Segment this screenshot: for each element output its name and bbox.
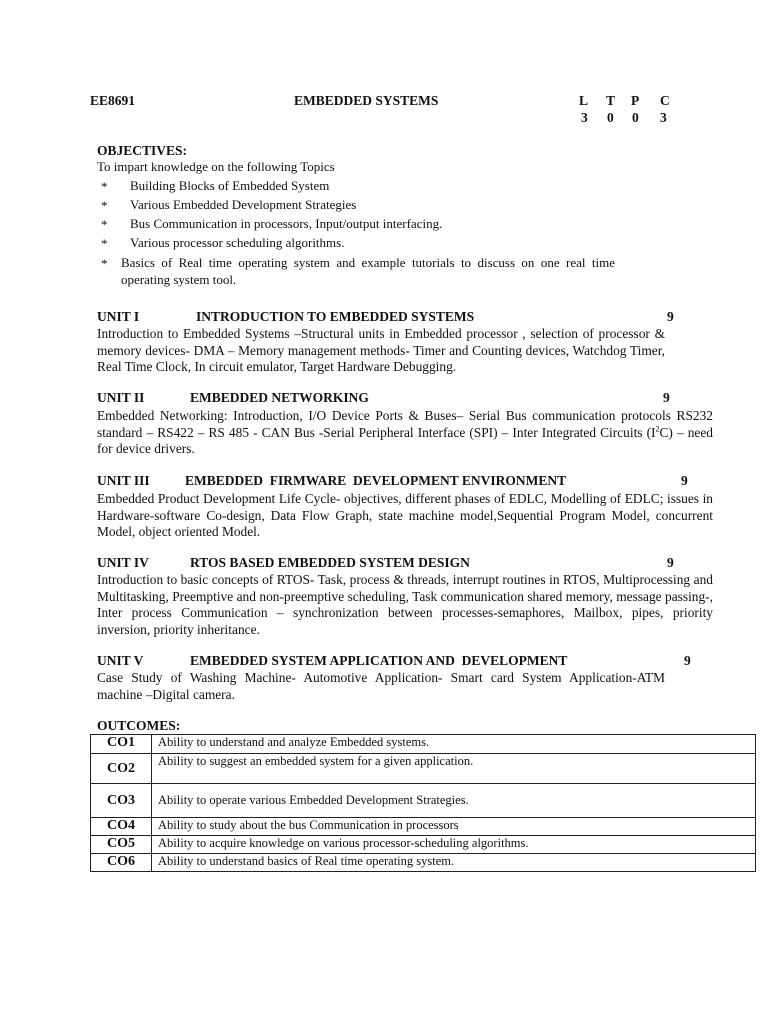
unit-label: UNIT I <box>97 309 140 324</box>
ltpc-value-p: 0 <box>632 110 639 125</box>
unit-body-text: C) – need for device drivers. <box>97 424 713 456</box>
ltpc-label-c: C <box>660 93 670 108</box>
table-row <box>91 854 756 872</box>
bullet-icon: * <box>101 179 108 194</box>
outcome-code: CO3 <box>91 784 152 818</box>
bullet-icon: * <box>101 256 108 271</box>
table-row <box>91 735 756 754</box>
unit-label: UNIT IV <box>97 555 149 570</box>
bullet-icon: * <box>101 236 108 251</box>
bullet-icon: * <box>101 217 108 232</box>
outcomes-table <box>90 734 756 872</box>
ltpc-label-p: P <box>631 93 640 108</box>
unit-title: EMBEDDED SYSTEM APPLICATION AND DEVELOPMENT <box>190 653 568 668</box>
unit-hours: 9 <box>667 555 674 570</box>
unit-title: EMBEDDED FIRMWARE DEVELOPMENT ENVIRONMENT <box>185 473 567 488</box>
outcome-text: Ability to study about the bus Communication in processors <box>152 818 756 836</box>
unit-body: Case Study of Washing Machine- Automotive Application- Smart card System Application-ATM machine –Digital camera. <box>97 670 665 702</box>
unit-title: INTRODUCTION TO EMBEDDED SYSTEMS <box>196 309 475 324</box>
table-row <box>91 836 756 854</box>
unit-body: Introduction to basic concepts of RTOS- Task, process & threads, interrupt routines in RTOS, Multiprocessing and Multitasking, Preemptive and non-preemptive scheduling, Task communication shared memory, message passing-, Inter process Communication – synchronization between processes-semaphores, Mailbox, pipes, priority inversion, priority inheritance. <box>97 572 713 637</box>
bullet-icon: * <box>101 198 108 213</box>
outcome-text: Ability to understand and analyze Embedded systems. <box>152 735 756 754</box>
table-row <box>91 784 756 818</box>
ltpc-value-l: 3 <box>581 110 588 125</box>
unit-label: UNIT II <box>97 390 145 405</box>
outcome-code: CO4 <box>91 818 152 836</box>
objective-item: Basics of Real time operating system and example tutorials to discuss on one real time operating system tool. <box>121 255 615 287</box>
objective-item: Building Blocks of Embedded System <box>130 178 330 193</box>
objective-item: Bus Communication in processors, Input/output interfacing. <box>130 216 443 231</box>
unit-title: RTOS BASED EMBEDDED SYSTEM DESIGN <box>190 555 470 570</box>
unit-title: EMBEDDED NETWORKING <box>190 390 369 405</box>
outcome-code: CO6 <box>91 854 152 872</box>
outcome-text: Ability to acquire knowledge on various processor-scheduling algorithms. <box>152 836 756 854</box>
ltpc-value-c: 3 <box>660 110 667 125</box>
course-code: EE8691 <box>90 93 136 108</box>
unit-hours: 9 <box>684 653 691 668</box>
table-row <box>91 818 756 836</box>
unit-hours: 9 <box>663 390 670 405</box>
unit-body-text: Embedded Networking: Introduction, I/O Device Ports & Buses– Serial Bus communication protocols RS232 standard – RS422 – RS 485 - CAN Bus -Serial Peripheral Interface (SPI) – Inter Integrated Circuits (I <box>97 408 713 440</box>
outcome-text: Ability to operate various Embedded Development Strategies. <box>152 784 756 818</box>
ltpc-label-t: T <box>606 93 616 108</box>
ltpc-label-l: L <box>579 93 589 108</box>
table-row <box>91 754 756 784</box>
objective-item: Various Embedded Development Strategies <box>130 197 357 212</box>
outcome-text: Ability to suggest an embedded system for a given application. <box>152 754 756 784</box>
outcomes-heading: OUTCOMES: <box>97 718 181 733</box>
objectives-heading: OBJECTIVES: <box>97 143 188 158</box>
unit-body: Introduction to Embedded Systems –Structural units in Embedded processor , selection of processor & memory devices- DMA – Memory management methods- Timer and Counting devices, Watchdog Timer, Real Time Clock, In circuit emulator, Target Hardware Debugging. <box>97 326 665 374</box>
outcome-code: CO5 <box>91 836 152 854</box>
outcome-code: CO2 <box>91 754 152 784</box>
unit-body: Embedded Product Development Life Cycle- objectives, different phases of EDLC, Modelling of EDLC; issues in Hardware-software Co-design, Data Flow Graph, state machine model,Sequential Program Model, concurrent Model, object oriented Model. <box>97 491 713 539</box>
unit-hours: 9 <box>681 473 688 488</box>
outcome-text: Ability to understand basics of Real time operating system. <box>152 854 756 872</box>
superscript: 2 <box>655 424 660 434</box>
objective-item: Various processor scheduling algorithms. <box>130 235 345 250</box>
unit-hours: 9 <box>667 309 674 324</box>
outcome-code: CO1 <box>91 735 152 754</box>
unit-label: UNIT V <box>97 653 144 668</box>
ltpc-value-t: 0 <box>607 110 614 125</box>
unit-body <box>97 408 713 458</box>
objectives-intro: To impart knowledge on the following Topics <box>97 159 335 174</box>
course-title: EMBEDDED SYSTEMS <box>294 93 439 108</box>
unit-label: UNIT III <box>97 473 150 488</box>
